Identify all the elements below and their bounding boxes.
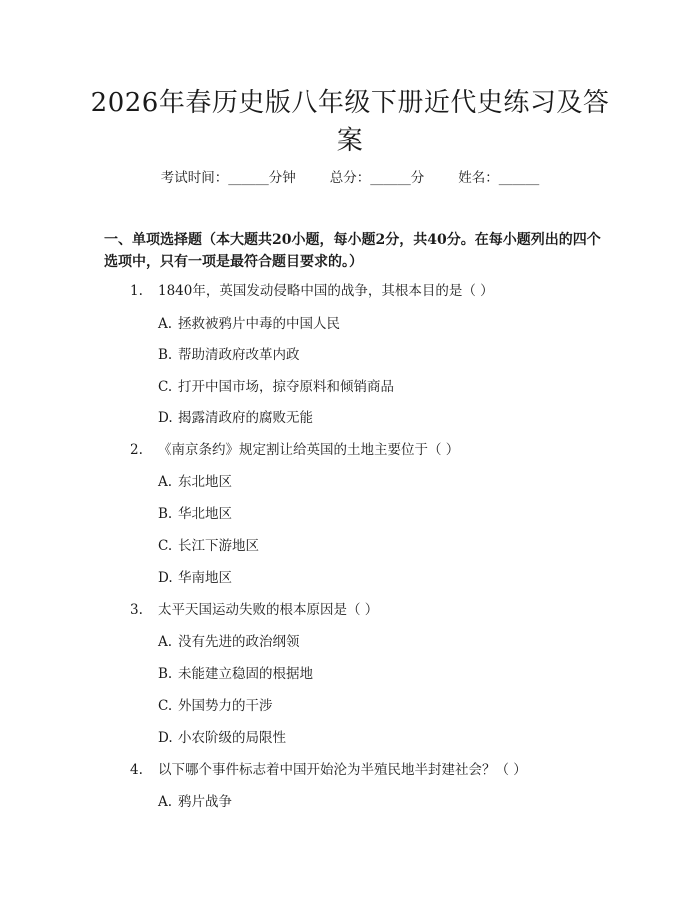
option-letter: A. [158, 316, 173, 332]
option-letter: D. [158, 570, 173, 586]
option-text: 华北地区 [178, 506, 232, 522]
total-score-field: 总分：______分 [329, 170, 425, 186]
option-text: 东北地区 [178, 474, 232, 490]
question-3-option-b [158, 664, 313, 684]
option-text: 没有先进的政治纲领 [178, 634, 300, 650]
question-1-option-b [158, 345, 300, 365]
question-stem: 以下哪个事件标志着中国开始沦为半殖民地半封建社会？（ ） [158, 762, 527, 778]
option-letter: D. [158, 730, 173, 746]
option-text: 华南地区 [178, 570, 232, 586]
question-number: 4. [130, 762, 143, 778]
document-title: 2026年春历史版八年级下册近代史练习及答案 [90, 88, 610, 156]
option-letter: B. [158, 347, 173, 363]
question-2-option-d [158, 568, 232, 588]
question-1-option-d [158, 408, 313, 428]
question-3 [130, 600, 378, 620]
section-heading: 一、单项选择题（本大题共20小题，每小题2分，共40分。在每小题列出的四个选项中，只有一项是最符合题目要求的。） [104, 232, 601, 270]
question-number: 3. [130, 602, 143, 618]
question-4-option-a [158, 792, 232, 812]
question-stem: 太平天国运动失败的根本原因是（ ） [158, 602, 379, 618]
option-text: 外国势力的干涉 [178, 698, 273, 714]
option-text: 拯救被鸦片中毒的中国人民 [178, 316, 340, 332]
option-letter: B. [158, 506, 173, 522]
option-text: 鸦片战争 [178, 794, 232, 810]
question-2-option-a [158, 472, 232, 492]
option-letter: A. [158, 794, 173, 810]
question-2-option-c [158, 536, 259, 556]
option-text: 未能建立稳固的根据地 [178, 666, 313, 682]
question-number: 2. [130, 442, 143, 458]
option-text: 小农阶级的局限性 [178, 730, 286, 746]
option-text: 打开中国市场，掠夺原料和倾销商品 [178, 379, 394, 395]
exam-meta-line [0, 168, 700, 188]
question-stem: 《南京条约》规定割让给英国的土地主要位于（ ） [158, 442, 460, 458]
student-name-field: 姓名：______ [458, 170, 540, 186]
option-letter: D. [158, 410, 173, 426]
question-2-option-b [158, 504, 232, 524]
question-1-option-c [158, 377, 394, 397]
option-text: 长江下游地区 [178, 538, 259, 554]
question-1-option-a [158, 314, 340, 334]
option-letter: A. [158, 474, 173, 490]
option-letter: C. [158, 698, 173, 714]
question-stem: 1840年，英国发动侵略中国的战争，其根本目的是（ ） [158, 283, 494, 299]
question-4 [130, 760, 527, 780]
option-letter: C. [158, 379, 173, 395]
option-text: 揭露清政府的腐败无能 [178, 410, 313, 426]
option-letter: A. [158, 634, 173, 650]
question-3-option-c [158, 696, 273, 716]
exam-time-field: 考试时间：______分钟 [160, 170, 296, 186]
option-letter: C. [158, 538, 173, 554]
question-3-option-d [158, 728, 286, 748]
question-3-option-a [158, 632, 300, 652]
question-number: 1. [130, 283, 143, 299]
question-2 [130, 440, 459, 460]
option-text: 帮助清政府改革内政 [178, 347, 300, 363]
option-letter: B. [158, 666, 173, 682]
question-1 [130, 281, 494, 301]
